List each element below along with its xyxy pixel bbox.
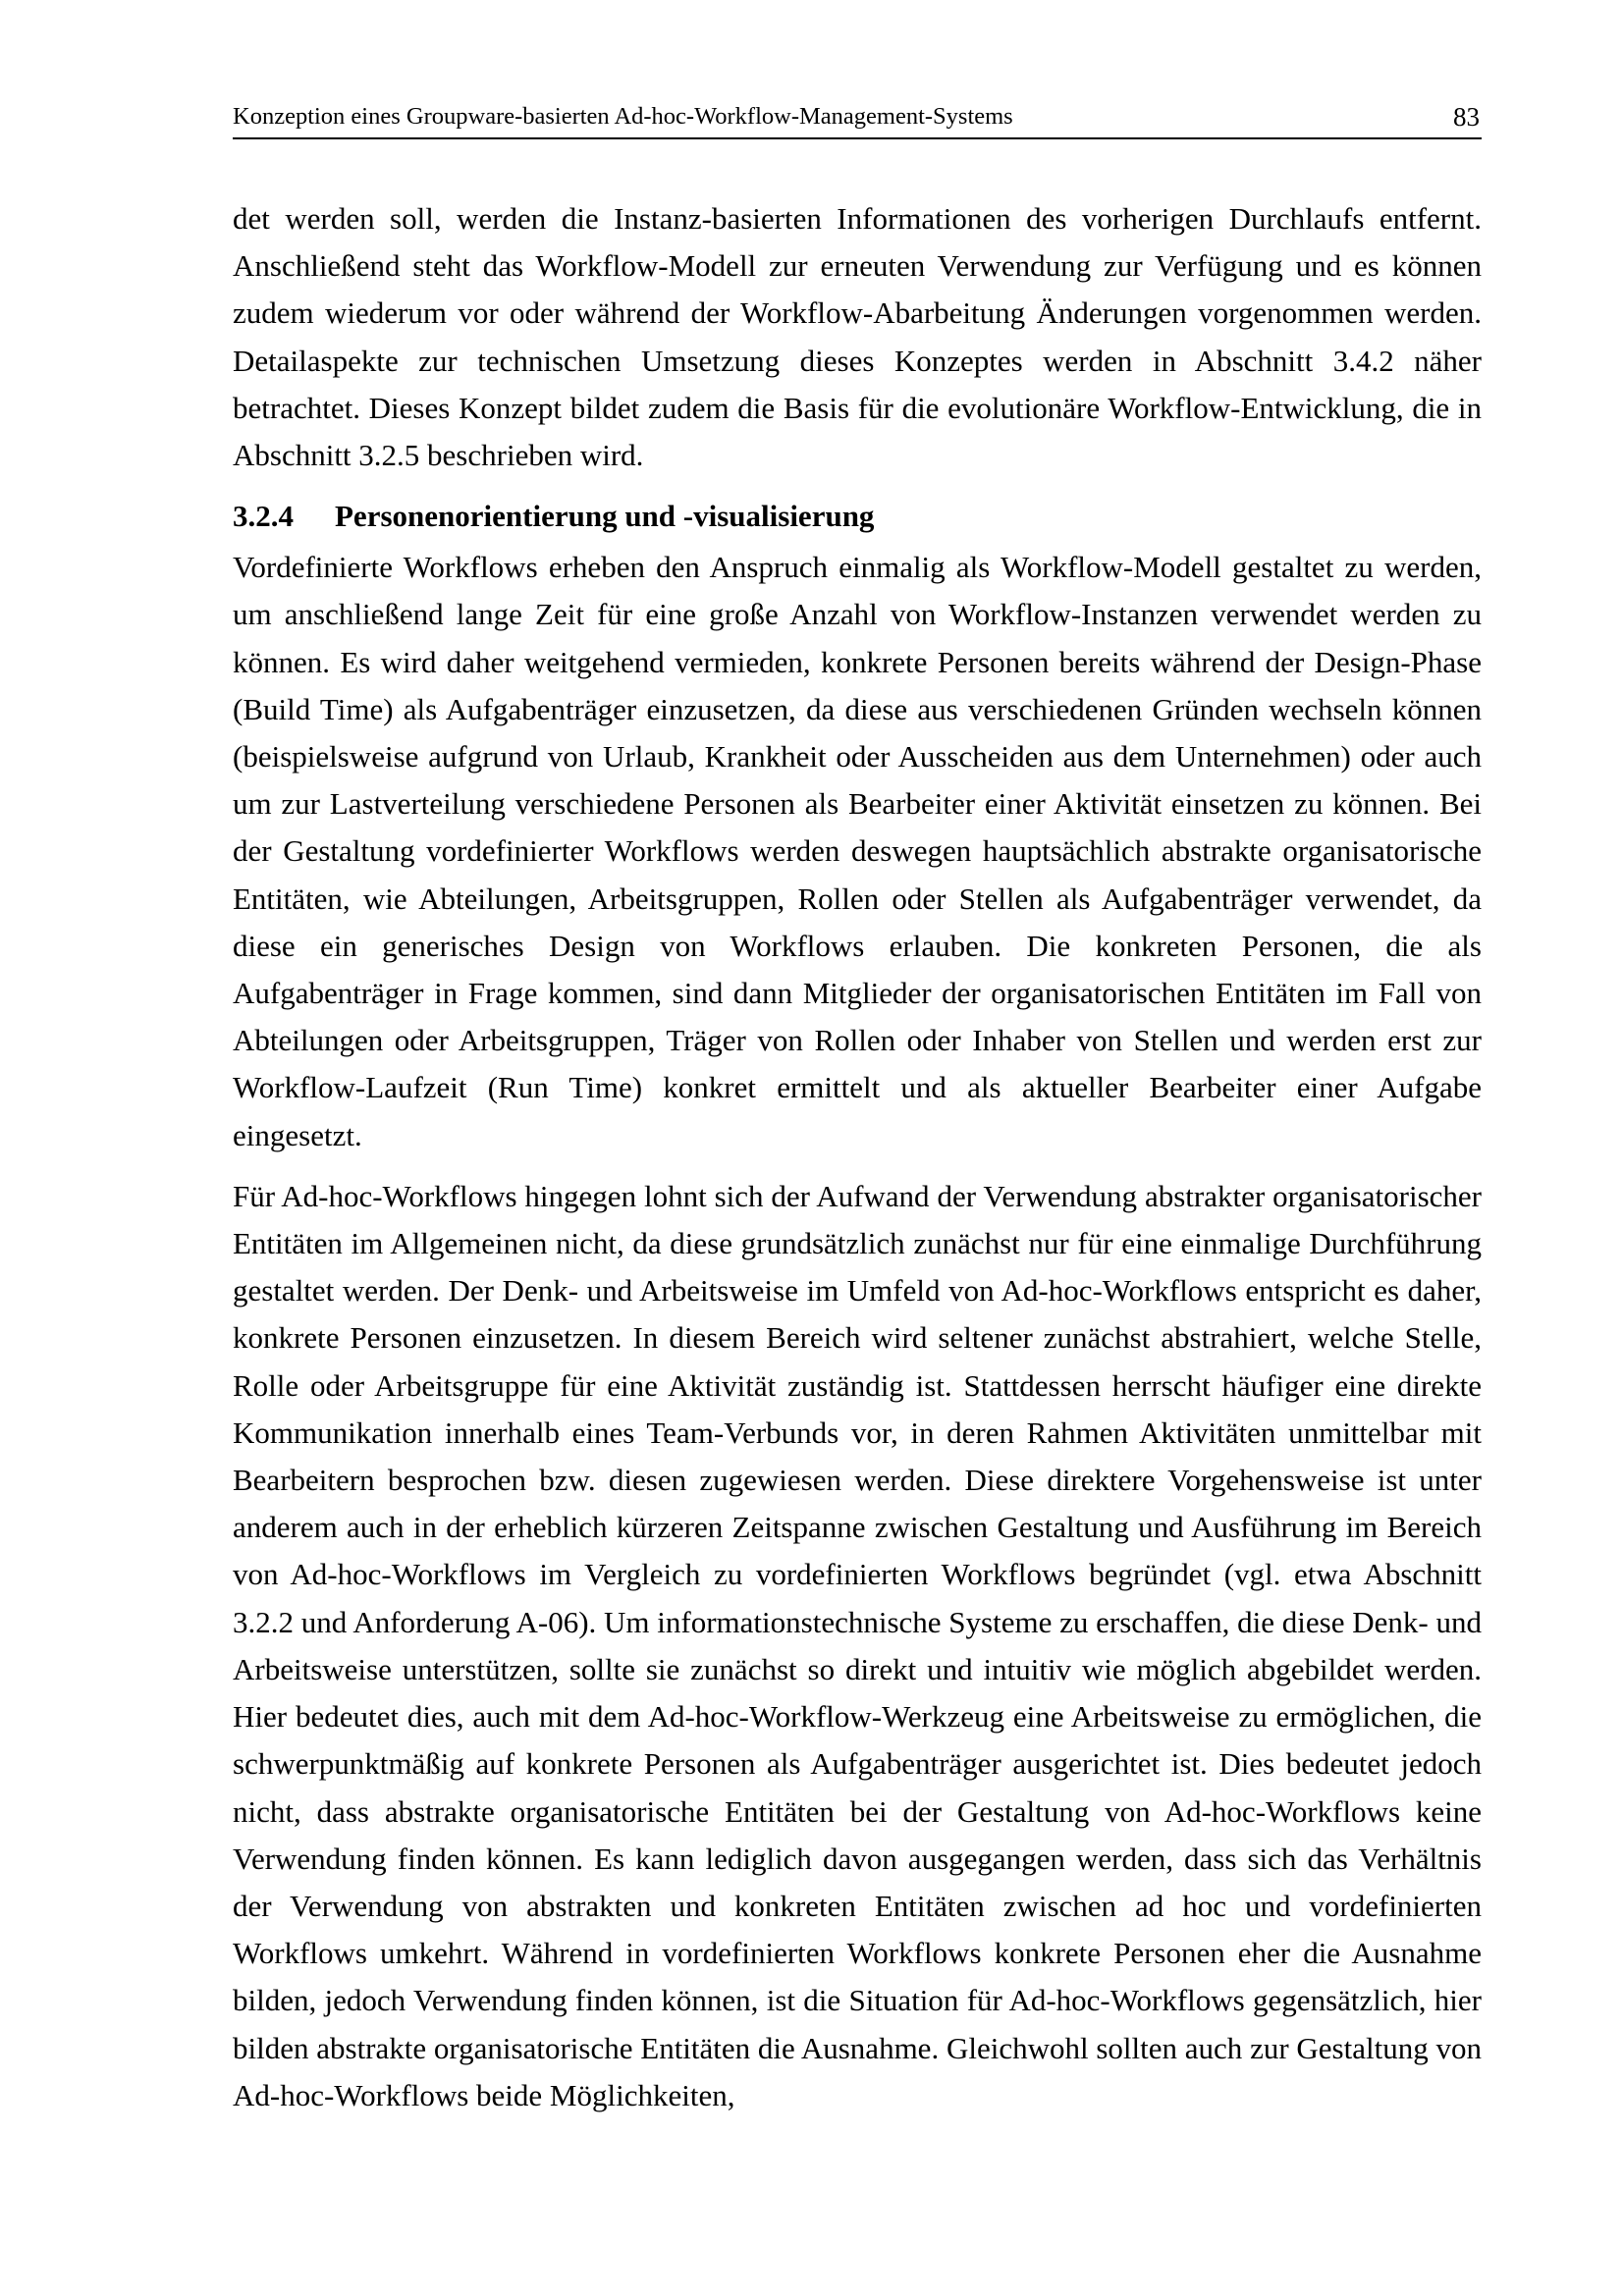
paragraph-2: Für Ad-hoc-Workflows hingegen lohnt sich der Aufwand der Verwendung abstrakter organisatorischer Entitäten im Allgemeinen nicht, da diese grundsätzlich zunächst nur für eine einmalige Durchführung gestaltet werden. Der Denk- und Arbeitsweise im Umfeld von Ad-hoc-Workflows entspricht es daher, konkrete Personen einzusetzen. In diesem Bereich wird seltener zunächst abstrahiert, welche Stelle, Rolle oder Arbeitsgruppe für eine Aktivität zuständig ist. Stattdessen herrscht häufiger eine direkte Kommunikation innerhalb eines Team-Verbunds vor, in deren Rahmen Aktivitäten unmittelbar mit Bearbeitern besprochen bzw. diesen zugewiesen werden. Diese direktere Vorgehensweise ist unter anderem auch in der erheblich kürzeren Zeitspanne zwischen Gestaltung und Ausführung im Bereich von Ad-hoc-Workflows im Vergleich zu vordefinierten Workflows begründet (vgl. etwa Abschnitt 3.2.2 und Anforderung A-06). Um informationstechnische Systeme zu erschaffen, die diese Denk- und Arbeitsweise unterstützen, sollte sie zunächst so direkt und intuitiv wie möglich abgebildet werden. Hier bedeutet dies, auch mit dem Ad-hoc-Workflow-Werkzeug eine Arbeitsweise zu ermöglichen, die schwerpunktmäßig auf konkrete Personen als Aufgabenträger ausgerichtet ist. Dies bedeutet jedoch nicht, dass abstrakte organisatorische Entitäten bei der Gestaltung von Ad-hoc-Workflows keine Verwendung finden können. Es kann lediglich davon ausgegangen werden, dass sich das Verhältnis der Verwendung von abstrakten und konkreten Entitäten zwischen ad hoc und vordefinierten Workflows umkehrt. Während in vordefinierten Workflows konkrete Personen eher die Ausnahme bilden, jedoch Verwendung finden können, ist die Situation für Ad-hoc-Workflows gegensätzlich, hier bilden abstrakte organisatorische Entitäten die Ausnahme. Gleichwohl sollten auch zur Gestaltung von Ad-hoc-Workflows beide Möglichkeiten, xyxy=(233,1178,1482,2112)
section-number: 3.2.4 xyxy=(233,499,294,534)
main-text-body xyxy=(233,195,1482,2119)
header-title: Konzeption eines Groupware-basierten Ad-hoc-Workflow-Management-Systems xyxy=(233,103,1013,130)
section-heading xyxy=(233,493,1482,540)
section-title: Personenorientierung und -visualisierung xyxy=(335,499,875,534)
paragraph-1: Vordefinierte Workflows erheben den Anspruch einmalig als Workflow-Modell gestaltet zu werden, um anschließend lange Zeit für eine große Anzahl von Workflow-Instanzen verwendet werden zu können. Es wird daher weitgehend vermieden, konkrete Personen bereits während der Design-Phase (Build Time) als Aufgabenträger einzusetzen, da diese aus verschiedenen Gründen wechseln können (beispielsweise aufgrund von Urlaub, Krankheit oder Ausscheiden aus dem Unternehmen) oder auch um zur Lastverteilung verschiedene Personen als Bearbeiter einer Aktivität einsetzen zu können. Bei der Gestaltung vordefinierter Workflows werden deswegen hauptsächlich abstrakte organisatorische Entitäten, wie Abteilungen, Arbeitsgruppen, Rollen oder Stellen als Aufgabenträger verwendet, da diese ein generisches Design von Workflows erlauben. Die konkreten Personen, die als Aufgabenträger in Frage kommen, sind dann Mitglieder der organisatorischen Entitäten im Fall von Abteilungen oder Arbeitsgruppen, Träger von Rollen oder Inhaber von Stellen und werden erst zur Workflow-Laufzeit (Run Time) konkret ermittelt und als aktueller Bearbeiter einer Aufgabe eingesetzt. xyxy=(233,550,1482,1152)
page-number: 83 xyxy=(1453,102,1480,132)
running-header xyxy=(233,98,1482,139)
intro-paragraph: det werden soll, werden die Instanz-basierten Informationen des vorherigen Durchlaufs entfernt. Anschließend steht das Workflow-Modell zur erneuten Verwendung zur Verfügung und es können zudem wiederum vor oder während der Workflow-Abarbeitung Änderungen vorgenommen werden. Detailaspekte zur technischen Umsetzung dieses Konzeptes werden in Abschnitt 3.4.2 näher betrachtet. Dieses Konzept bildet zudem die Basis für die evolutionäre Workflow-Entwicklung, die in Abschnitt 3.2.5 beschrieben wird. xyxy=(233,201,1482,473)
